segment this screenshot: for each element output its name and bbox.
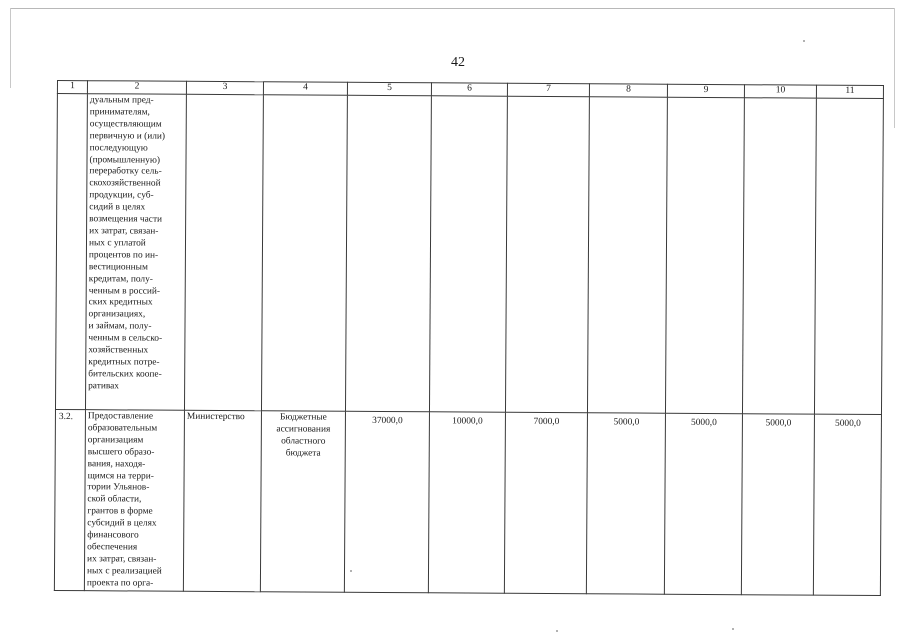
row-value: 7000,0	[504, 412, 587, 593]
row-value: 10000,0	[428, 412, 505, 593]
row-value: 37000,0	[344, 411, 429, 593]
scan-speck	[732, 628, 734, 630]
column-header: 5	[347, 82, 431, 96]
page-border-right	[894, 8, 895, 128]
row-value	[665, 97, 744, 413]
row-number: 3.2.	[54, 409, 85, 590]
column-header: 10	[744, 85, 816, 98]
row-value: 5000,0	[586, 413, 665, 594]
row-value	[429, 96, 507, 412]
row-executor: Министерство	[183, 410, 261, 591]
row-funding-source	[261, 95, 347, 412]
column-header: 7	[507, 83, 589, 97]
row-value	[814, 98, 883, 414]
budget-table	[54, 80, 884, 596]
row-funding-source: Бюджетные ассигнования областного бюджета	[260, 411, 345, 593]
row-value	[345, 95, 431, 412]
row-value: 5000,0	[741, 414, 814, 595]
scan-speck	[803, 40, 805, 42]
page-number: 42	[451, 55, 465, 70]
row-description: дуальным пред- принимателям, осуществляющим первичную и (или) последующую (промышленную) переработку сель- скохозяйственной продукции, суб- сидий в целях возмещения части их затрат, связан- ных с уплатой процентов по ин- вестиционным кредитам, полу- ченным в россий- ских кредитных организациях, и займам, полу- ченным в сельско- хозяйственных кредитных потре- бительских коопе- ративах	[85, 94, 186, 411]
column-header: 2	[87, 81, 186, 95]
page-border-top	[10, 8, 895, 9]
row-value	[587, 97, 667, 413]
column-header: 4	[263, 82, 347, 96]
column-header: 1	[57, 81, 87, 94]
table-row	[54, 409, 881, 595]
column-header: 11	[816, 85, 883, 98]
row-value	[505, 96, 589, 412]
scan-speck	[556, 630, 558, 632]
column-header: 8	[589, 84, 667, 97]
row-value	[742, 98, 816, 414]
row-number	[55, 94, 87, 410]
row-value: 5000,0	[664, 413, 742, 594]
column-header: 3	[186, 81, 263, 94]
row-executor	[184, 94, 263, 410]
column-header: 6	[431, 83, 507, 96]
page-border-left	[10, 8, 11, 88]
scan-speck	[350, 570, 352, 572]
row-description: Предоставление образовательным организациям высшего образо- вания, находя- щимся на терри- тории Ульянов- ской области, грантов в форме субсидий в целях финансового обеспечения их затрат, связан- ных с реализацией проекта по орга-	[84, 410, 184, 592]
column-header: 9	[667, 84, 744, 97]
table-row	[55, 94, 883, 415]
row-value: 5000,0	[813, 414, 881, 595]
